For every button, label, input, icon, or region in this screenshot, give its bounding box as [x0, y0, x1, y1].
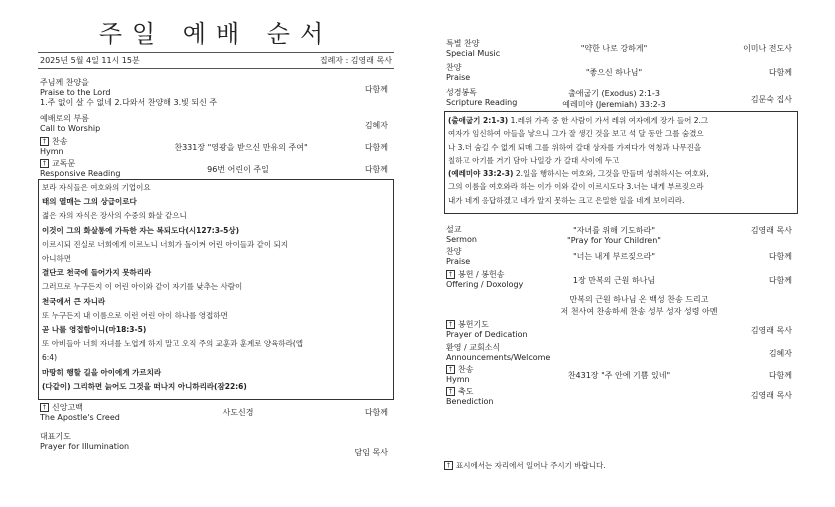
- responsive-reading-box: [38, 179, 394, 400]
- reading-line: 그러므로 누구든지 이 어린 아이와 같이 자기를 낮추는 사람이: [42, 282, 243, 292]
- item-en: Praise: [446, 257, 471, 266]
- item-ko: 주님께 찬양을: [40, 78, 89, 87]
- responsive-lines: [42, 181, 392, 394]
- order-item-offering: [446, 270, 523, 290]
- leader: 담임 목사: [354, 448, 388, 457]
- leader: 다함께: [364, 408, 388, 417]
- item-en: Hymn: [40, 147, 64, 156]
- item-ko: 특별 찬양: [446, 39, 480, 48]
- order-item-prayer: [40, 432, 129, 452]
- reading-line: (다같이) 그리하면 늙어도 그것을 떠나지 아니하리라(잠22:6): [42, 381, 247, 391]
- passage-ref: (출애굽기 2:1-3): [448, 116, 509, 125]
- scripture-ref-1: 출애굽기 (Exodus) 2:1-3: [568, 89, 660, 98]
- item-en: Sermon: [446, 235, 477, 244]
- order-item-praise: [446, 63, 470, 83]
- item-ko: 신앙고백: [52, 403, 83, 412]
- item-en: Praise to the Lord: [40, 88, 111, 97]
- order-item-responsive-reading: [40, 159, 120, 179]
- item-ko: 축도: [458, 387, 474, 396]
- item-ko: 대표기도: [40, 432, 71, 441]
- item-en: Announcements/Welcome: [446, 353, 551, 362]
- leader: 김영래 목사: [750, 226, 792, 235]
- reading-line: 보라 자식들은 여호와의 기업이요: [42, 183, 151, 192]
- leader: 김혜자: [768, 349, 792, 358]
- service-date: 2025년 5월 4일 11시 15분: [40, 56, 140, 65]
- reading-line: 곧 나를 영접함이니(마18:3-5): [42, 325, 147, 335]
- leader: 김혜자: [364, 121, 388, 130]
- stand-mark-icon: †: [40, 137, 49, 146]
- item-en: Praise: [446, 73, 471, 82]
- order-item-scripture: [446, 88, 517, 108]
- reading-line: 마땅히 행할 길을 아이에게 가르치라: [42, 367, 162, 377]
- order-item-closing-hymn: [446, 365, 473, 385]
- song-title: "좋으신 하나님": [585, 68, 643, 77]
- song-list: 1.주 없이 살 수 없네 2.다와서 찬양해 3.빛 되신 주: [40, 98, 218, 107]
- order-item-call-to-worship: [40, 114, 100, 134]
- reading-line: 이르시되 진실로 너희에게 이르노니 너희가 돌이켜 어린 아이들과 같이 되지: [42, 239, 289, 249]
- stand-mark-icon: †: [446, 365, 455, 374]
- scripture-text: [448, 114, 794, 207]
- item-ko: 봉헌 / 봉헌송: [458, 270, 505, 279]
- doxology-title: 1장 만복의 근원 하나님: [572, 276, 656, 285]
- order-item-creed: [40, 403, 120, 423]
- page-title: 주일 예배 순서: [98, 20, 334, 48]
- order-item-announcements: [446, 343, 550, 363]
- sermon-title: [544, 225, 684, 245]
- leader: 다함께: [364, 165, 388, 174]
- passage-line: 1.레위 가족 중 한 사람이 가서 레위 여자에게 장가 들어 2.그: [508, 116, 709, 125]
- song-title: "약한 나로 강하게": [580, 44, 648, 53]
- lyric-line: 만복의 근원 하나님 온 백성 찬송 드리고: [569, 295, 709, 304]
- scripture-ref: [544, 88, 684, 110]
- presider: 집례자 : 김영래 목사: [319, 56, 392, 65]
- leader: 김영래 목사: [750, 391, 792, 400]
- item-ko: 찬양: [446, 63, 462, 72]
- order-item-dedication: [446, 320, 528, 340]
- creed-name: 사도신경: [222, 408, 254, 417]
- reading-line: 태의 열매는 그의 상급이로다: [42, 197, 137, 207]
- leader: 다함께: [768, 68, 792, 77]
- reading-line: 결단코 천국에 들어가지 못하리라: [42, 268, 152, 278]
- item-ko: 성경봉독: [446, 88, 477, 97]
- hymn-title: 찬431장 "주 안에 기쁨 있네": [567, 371, 671, 380]
- stand-mark-icon: †: [40, 403, 49, 412]
- footnote-text: 표시에서는 자리에서 일어나 주시기 바랍니다.: [456, 461, 606, 470]
- stand-mark-icon: †: [446, 320, 455, 329]
- leader: 다함께: [768, 276, 792, 285]
- item-ko: 설교: [446, 225, 462, 234]
- doxology-lyrics: [494, 294, 784, 318]
- stand-mark-icon: †: [446, 270, 455, 279]
- item-en: Call to Worship: [40, 124, 101, 133]
- sermon-title-ko: "자녀를 위해 기도하라": [573, 226, 655, 235]
- leader: 이미나 전도사: [743, 44, 792, 53]
- reading-line: 젊은 자의 자식은 장사의 수중의 화살 같으니: [42, 211, 187, 221]
- order-item-hymn: [40, 137, 67, 157]
- item-en: Scripture Reading: [446, 98, 518, 107]
- song-title: "너는 내게 부르짖으라": [573, 252, 655, 261]
- item-en: Special Music: [446, 49, 501, 58]
- item-ko: 예배로의 부름: [40, 114, 89, 123]
- item-en: Prayer for Illumination: [40, 442, 130, 451]
- leader: 다함께: [768, 252, 792, 261]
- reading-line: 6:4): [42, 353, 57, 363]
- item-en: Hymn: [446, 375, 470, 384]
- item-en: Offering / Doxology: [446, 280, 524, 289]
- item-ko: 교독문: [52, 159, 76, 168]
- title-rule: [38, 52, 394, 53]
- item-ko: 찬양: [446, 247, 462, 256]
- lyric-line: 저 천사여 찬송하세 찬송 성부 성자 성령 아멘: [560, 307, 718, 316]
- item-ko: 찬송: [52, 137, 68, 146]
- order-item-praise-to-lord: [40, 78, 217, 108]
- stand-mark-icon: †: [446, 387, 455, 396]
- item-en: Responsive Reading: [40, 169, 121, 178]
- order-item-special-music: [446, 39, 500, 59]
- passage-line: 나 3.더 숨길 수 없게 되매 그를 위하여 갈대 상자를 가져다가 역청과 나무진을: [448, 142, 702, 152]
- passage-ref: (예레미야 33:2-3): [448, 169, 514, 179]
- order-item-praise-2: [446, 247, 470, 267]
- passage-line: 그의 이름을 여호와라 하는 이가 이와 같이 이르시도다 3.너는 내게 부르짖으라: [448, 182, 704, 192]
- item-en: The Apostle's Creed: [40, 413, 120, 422]
- scripture-ref-2: 예레미야 (Jeremiah) 33:2-3: [562, 100, 666, 109]
- leader: 김영래 목사: [750, 326, 792, 335]
- reading-line: 아니하면: [42, 254, 71, 264]
- passage-line: 2.일을 행하시는 여호와, 그것을 만들며 성취하시는 여호와,: [513, 169, 709, 179]
- date-rule: [38, 68, 394, 69]
- reading-line: 또 아비들아 너희 자녀를 노엽게 하지 말고 오직 주의 교훈과 훈계로 양육하라(엡: [42, 339, 303, 349]
- scripture-text-box: [444, 111, 798, 214]
- leader: 다함께: [364, 143, 388, 152]
- stand-footnote: [444, 460, 606, 471]
- leader: 김문숙 집사: [750, 95, 792, 104]
- hymn-title: 찬331장 "영광을 받으신 만유의 주여": [174, 143, 308, 152]
- item-en: Benediction: [446, 397, 494, 406]
- item-ko: 환영 / 교회소식: [446, 343, 501, 352]
- leader: 다함께: [768, 371, 792, 380]
- leader: 다함께: [364, 85, 388, 94]
- item-ko: 봉헌기도: [458, 320, 489, 329]
- stand-mark-icon: †: [444, 461, 453, 470]
- reading-line: 또 누구든지 내 이름으로 이런 어린 아이 하나를 영접하면: [42, 310, 228, 320]
- item-ko: 찬송: [458, 365, 474, 374]
- item-en: Prayer of Dedication: [446, 330, 528, 339]
- order-item-benediction: [446, 387, 493, 407]
- passage-line: 칠하고 아기를 거기 담아 나일강 가 갈대 사이에 두고: [448, 155, 620, 165]
- left-column: [38, 0, 394, 507]
- right-column: [444, 0, 798, 507]
- passage-line: 여자가 임신하여 아들을 낳으니 그가 잘 생긴 것을 보고 석 달 동안 그를 숨겼으: [448, 129, 704, 139]
- reading-line: 천국에서 큰 자니라: [42, 296, 106, 306]
- passage-line: 내가 네게 응답하겠고 네가 알지 못하는 크고 은밀한 일을 네게 보이리라.: [448, 195, 685, 205]
- sermon-title-en: "Pray for Your Children": [567, 236, 661, 245]
- order-item-sermon: [446, 225, 477, 245]
- stand-mark-icon: †: [40, 159, 49, 168]
- reading-number: 96번 어린이 주일: [207, 165, 269, 174]
- reading-line: 이것이 그의 화살통에 가득한 자는 복되도다(시127:3-5상): [42, 225, 240, 235]
